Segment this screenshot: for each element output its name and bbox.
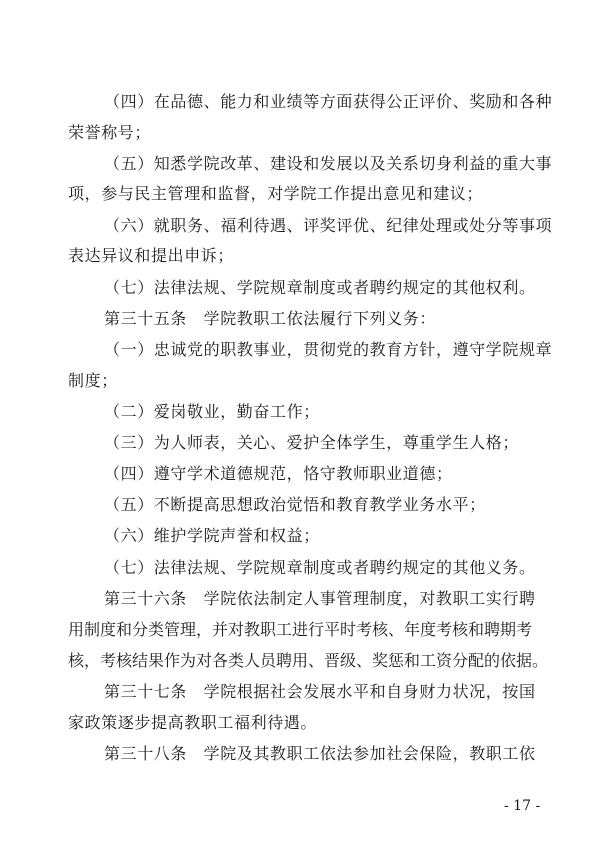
text-line: 家政策逐步提高教职工福利待遇。 <box>68 713 318 732</box>
text-line: 表达异议和提出申诉； <box>68 246 235 265</box>
text-line: （六）维护学院声誉和权益； <box>104 526 320 545</box>
text-line: （四）在品德、能力和业绩等方面获得公正评价、奖励和各种 <box>104 92 553 111</box>
text-line: 荣誉称号； <box>68 123 152 142</box>
text-line: 核，考核结果作为对各类人员聘用、晋级、奖惩和工资分配的依据。 <box>68 651 549 670</box>
page-number: - 17 - <box>504 798 541 814</box>
text-line: （二）爱岗敬业，勤奋工作； <box>104 402 320 421</box>
text-line: （一）忠诚党的职教事业，贯彻党的教育方针，遵守学院规章 <box>104 340 553 359</box>
text-line: （五）不断提高思想政治觉悟和教育教学业务水平； <box>104 495 486 514</box>
article-heading-line: 第三十七条 学院根据社会发展水平和自身财力状况，按国 <box>104 682 536 701</box>
text-line: （四）遵守学术道德规范，恪守教师职业道德； <box>104 464 453 483</box>
text-line: 用制度和分类管理，并对教职工进行平时考核、年度考核和聘期考 <box>68 620 533 639</box>
text-line: （七）法律法规、学院规章制度或者聘约规定的其他义务。 <box>104 558 536 577</box>
text-line: 制度； <box>68 371 118 390</box>
text-line: （七）法律法规、学院规章制度或者聘约规定的其他权利。 <box>104 278 536 297</box>
article-heading-line: 第三十八条 学院及其教职工依法参加社会保险，教职工依 <box>104 744 536 763</box>
article-heading-line: 第三十五条 学院教职工依法履行下列义务： <box>104 309 437 328</box>
text-line: （六）就职务、福利待遇、评奖评优、纪律处理或处分等事项 <box>104 216 553 235</box>
text-line: 项，参与民主管理和监督，对学院工作提出意见和建议； <box>68 184 484 203</box>
article-heading-line: 第三十六条 学院依法制定人事管理制度，对教职工实行聘 <box>104 589 536 608</box>
text-line: （三）为人师表，关心、爱护全体学生，尊重学生人格； <box>104 433 520 452</box>
text-line: （五）知悉学院改革、建设和发展以及关系切身利益的重大事 <box>104 154 553 173</box>
